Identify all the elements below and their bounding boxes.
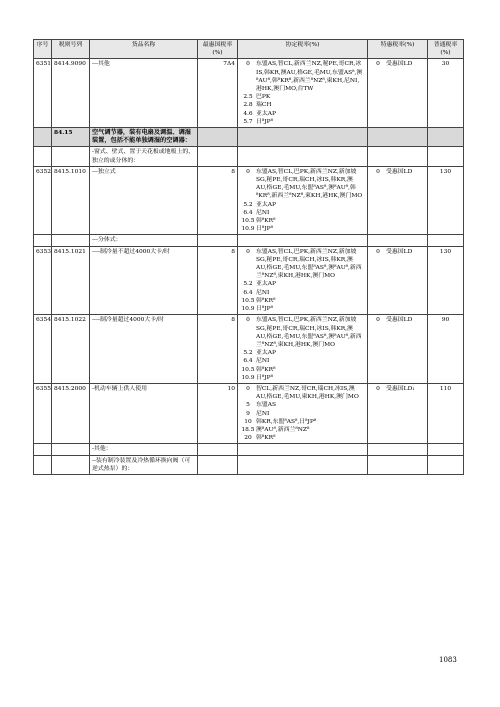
pref-countries: 韩⁸KR⁸ — [256, 218, 276, 225]
cell-name: ----制冷量不超过4000大卡/时 — [90, 246, 198, 315]
special-line — [370, 385, 425, 393]
cell-mfn: 7Δ4 — [198, 59, 238, 128]
cell-special — [368, 315, 428, 384]
cell-pref — [238, 455, 368, 474]
heading-row — [34, 128, 464, 147]
header-code: 税则号列 — [52, 40, 90, 59]
cell-pref — [238, 246, 368, 315]
special-rate: 0 — [376, 168, 380, 175]
pref-countries: 亚太AP — [256, 281, 276, 288]
cell-special — [368, 444, 428, 455]
cell-pref — [238, 59, 368, 128]
cell-seq: 6351 — [34, 59, 52, 128]
label-row — [34, 235, 464, 246]
pref-countries: 日⁸JP⁸ — [256, 118, 273, 125]
cell-mfn — [198, 235, 238, 246]
pref-rate: 2.5 — [243, 94, 253, 101]
pref-line — [240, 118, 365, 126]
pref-line — [240, 297, 365, 305]
pref-countries: 日⁸JP⁸ — [256, 374, 273, 381]
pref-line — [240, 434, 365, 442]
pref-countries: 尼NI — [256, 410, 270, 417]
pref-line — [240, 280, 365, 288]
page-number: 1083 — [439, 656, 457, 664]
table-row — [34, 383, 464, 443]
cell-pref — [238, 235, 368, 246]
special-rate: 0 — [376, 385, 380, 392]
table-row — [34, 315, 464, 384]
cell-general — [428, 455, 464, 474]
pref-countries: 日⁸JP⁸ — [256, 306, 273, 313]
header-special: 特惠税率(%) — [368, 40, 428, 59]
cell-code — [52, 455, 90, 474]
pref-countries: 澳⁸AU⁸,新西兰⁸NZ⁸ — [256, 426, 310, 433]
label-row — [34, 147, 464, 166]
header-seq: 序号 — [34, 40, 52, 59]
pref-rate: 9 — [246, 410, 250, 417]
pref-line — [240, 209, 365, 217]
special-countries: 受惠国LD — [386, 168, 413, 175]
table-row — [34, 246, 464, 315]
cell-seq — [34, 455, 52, 474]
cell-special — [368, 59, 428, 128]
cell-mfn — [198, 128, 238, 147]
special-rate: 0 — [376, 248, 380, 255]
special-countries: 受惠国LD — [386, 61, 413, 68]
cell-name: ----制冷量超过4000大卡/时 — [90, 315, 198, 384]
pref-countries: 韩KR,东盟⁸AS⁸,日⁸JP⁸ — [256, 418, 317, 425]
cell-mfn: 8 — [198, 246, 238, 315]
cell-pref — [238, 147, 368, 166]
cell-general: 90 — [428, 315, 464, 384]
header-name: 货品名称 — [90, 40, 198, 59]
cell-name: 空气调节器，装有电扇及调温、调湿装置，包括不能单独调湿的空调器： — [90, 128, 198, 147]
pref-countries: 日⁸JP⁸ — [256, 226, 273, 233]
cell-name: -其他： — [90, 444, 198, 455]
cell-mfn — [198, 444, 238, 455]
label-row — [34, 444, 464, 455]
pref-line — [240, 225, 365, 233]
cell-general: 130 — [428, 166, 464, 235]
pref-countries: 韩⁸KR⁸ — [256, 366, 276, 373]
pref-rate: 0 — [246, 168, 250, 175]
cell-general: 130 — [428, 246, 464, 315]
pref-countries: 亚太AP — [256, 201, 276, 208]
pref-countries: 尼NI — [256, 209, 270, 216]
label-row — [34, 455, 464, 474]
pref-rate: 0 — [246, 61, 250, 68]
pref-line — [240, 289, 365, 297]
table-row — [34, 59, 464, 128]
pref-rate: 6.4 — [243, 289, 253, 296]
special-rate: 0 — [376, 61, 380, 68]
pref-rate: 10.5 — [241, 297, 255, 304]
cell-code: 8415.1022 — [52, 315, 90, 384]
pref-line — [240, 349, 365, 357]
cell-mfn: 8 — [198, 315, 238, 384]
cell-special — [368, 147, 428, 166]
header-pref: 协定税率(%) — [238, 40, 368, 59]
cell-special — [368, 455, 428, 474]
pref-rate: 2.8 — [243, 102, 253, 109]
cell-code: 84.15 — [52, 128, 90, 147]
cell-code: 8415.1021 — [52, 246, 90, 315]
pref-line — [240, 316, 365, 349]
cell-pref — [238, 128, 368, 147]
pref-countries: 东盟AS,智CL,新西兰NZ,秘PE,哥CR,冰IS,韩KR,澳AU,格GE,毛MU,东盟AS⁸,澳⁸AU⁸,韩⁸KR⁸,新西兰⁸NZ⁸,柬KH,尼NI,港HK,澳门MO,台TW — [256, 61, 363, 93]
pref-line — [240, 168, 365, 201]
pref-line — [240, 60, 365, 93]
pref-rate: 4.6 — [243, 110, 253, 117]
pref-line — [240, 410, 365, 418]
special-countries: 受惠国LD₁ — [386, 385, 415, 392]
cell-mfn — [198, 147, 238, 166]
cell-general — [428, 235, 464, 246]
cell-seq — [34, 444, 52, 455]
pref-line — [240, 385, 365, 401]
cell-pref — [238, 444, 368, 455]
pref-rate: 5.2 — [243, 201, 253, 208]
pref-rate: 6.4 — [243, 209, 253, 216]
pref-line — [240, 401, 365, 409]
cell-name: ---其他 — [90, 59, 198, 128]
pref-countries: 瑞CH — [256, 102, 272, 109]
cell-name: -窗式、壁式、置于天花板或地板上的，独立的或分体的： — [90, 147, 198, 166]
cell-name: --装有制冷装置及冷热循环换向阀（可逆式热泵）的： — [90, 455, 198, 474]
pref-countries: 巴PK — [256, 94, 271, 101]
pref-line — [240, 366, 365, 374]
pref-rate: 0 — [246, 317, 250, 324]
pref-rate: 5.7 — [243, 118, 253, 125]
table-body — [34, 59, 464, 475]
pref-rate: 10.5 — [241, 366, 255, 373]
pref-rate: 0 — [246, 248, 250, 255]
cell-code — [52, 235, 90, 246]
header-general: 普通税率(%) — [428, 40, 464, 59]
pref-rate: 10.9 — [241, 226, 255, 233]
pref-line — [240, 217, 365, 225]
cell-pref — [238, 383, 368, 443]
pref-rate: 10.9 — [241, 374, 255, 381]
pref-countries: 韩⁸KR⁸ — [256, 435, 276, 442]
cell-general — [428, 128, 464, 147]
table-header — [34, 40, 464, 59]
cell-code — [52, 147, 90, 166]
pref-rate: 0 — [246, 385, 250, 392]
header-mfn: 最惠国税率(%) — [198, 40, 238, 59]
cell-name: -机动车辆上供人使用 — [90, 383, 198, 443]
cell-special — [368, 383, 428, 443]
cell-code: 8415.1010 — [52, 166, 90, 235]
pref-countries: 尼NI — [256, 358, 270, 365]
pref-countries: 东盟AS,智CL,巴PK,新西兰NZ,新加坡SG,秘PE,哥CR,瑞CH,冰IS,韩KR,澳AU,格GE,毛MU,东盟⁸AS⁸,澳⁸AU⁸,韩⁸KR⁸,新西兰⁸NZ⁸,柬KH,港HK,澳门MO — [256, 168, 363, 200]
cell-special — [368, 128, 428, 147]
cell-general — [428, 147, 464, 166]
cell-special — [368, 166, 428, 235]
pref-rate: 5.2 — [243, 281, 253, 288]
cell-mfn: 10 — [198, 383, 238, 443]
cell-seq: 6354 — [34, 315, 52, 384]
pref-countries: 韩⁸KR⁸ — [256, 297, 276, 304]
pref-rate: 5.2 — [243, 350, 253, 357]
pref-line — [240, 110, 365, 118]
cell-special — [368, 235, 428, 246]
cell-mfn — [198, 455, 238, 474]
pref-line — [240, 374, 365, 382]
pref-countries: 东盟AS,智CL,巴PK,新西兰NZ,新加坡SG,秘PE,哥CR,瑞CH,冰IS,韩KR,澳AU,格GE,毛MU,东盟⁸AS⁸,澳⁸AU⁸,新西兰⁸NZ⁸,柬KH,港HK,澳门MO — [256, 248, 362, 280]
cell-name: ---独立式 — [90, 166, 198, 235]
cell-code — [52, 444, 90, 455]
pref-rate: 18.5 — [241, 426, 255, 433]
table-row — [34, 166, 464, 235]
pref-countries: 尼NI — [256, 289, 270, 296]
pref-rate: 5 — [246, 402, 250, 409]
pref-line — [240, 418, 365, 426]
cell-special — [368, 246, 428, 315]
pref-countries: 智CL,新西兰NZ,哥CR,瑞CH,冰IS,澳AU,格GE,毛MU,柬KH,港HK,澳门MO — [256, 385, 359, 401]
pref-rate: 6.4 — [243, 358, 253, 365]
pref-countries: 东盟AS,智CL,巴PK,新西兰NZ,新加坡SG,秘PE,哥CR,瑞CH,冰IS,韩KR,澳AU,格GE,毛MU,东盟⁸AS⁸,澳⁸AU⁸,新西兰⁸NZ⁸,柬KH,港HK,澳门MO — [256, 317, 362, 348]
cell-seq: 6352 — [34, 166, 52, 235]
cell-seq — [34, 147, 52, 166]
cell-general: 110 — [428, 383, 464, 443]
cell-mfn: 8 — [198, 166, 238, 235]
pref-countries: 亚太AP — [256, 350, 276, 357]
pref-countries: 东盟AS — [256, 402, 277, 409]
cell-seq — [34, 128, 52, 147]
special-countries: 受惠国LD — [386, 317, 413, 324]
pref-line — [240, 248, 365, 281]
special-line — [370, 248, 425, 256]
cell-pref — [238, 166, 368, 235]
pref-line — [240, 305, 365, 313]
cell-name: ---分体式： — [90, 235, 198, 246]
pref-line — [240, 201, 365, 209]
special-line — [370, 60, 425, 68]
cell-seq: 6353 — [34, 246, 52, 315]
pref-rate: 10.9 — [241, 306, 255, 313]
cell-general — [428, 444, 464, 455]
special-countries: 受惠国LD — [386, 248, 413, 255]
pref-line — [240, 426, 365, 434]
cell-code: 8414.9090 — [52, 59, 90, 128]
pref-countries: 亚太AP — [256, 110, 276, 117]
special-line — [370, 316, 425, 324]
pref-line — [240, 357, 365, 365]
cell-seq: 6355 — [34, 383, 52, 443]
cell-general: 30 — [428, 59, 464, 128]
cell-seq — [34, 235, 52, 246]
pref-line — [240, 93, 365, 101]
tariff-table — [33, 39, 464, 475]
pref-rate: 10 — [244, 418, 252, 425]
pref-rate: 10.5 — [241, 218, 255, 225]
pref-line — [240, 101, 365, 109]
pref-rate: 20 — [244, 435, 252, 442]
cell-pref — [238, 315, 368, 384]
special-rate: 0 — [376, 317, 380, 324]
special-line — [370, 168, 425, 176]
cell-code: 8415.2000 — [52, 383, 90, 443]
